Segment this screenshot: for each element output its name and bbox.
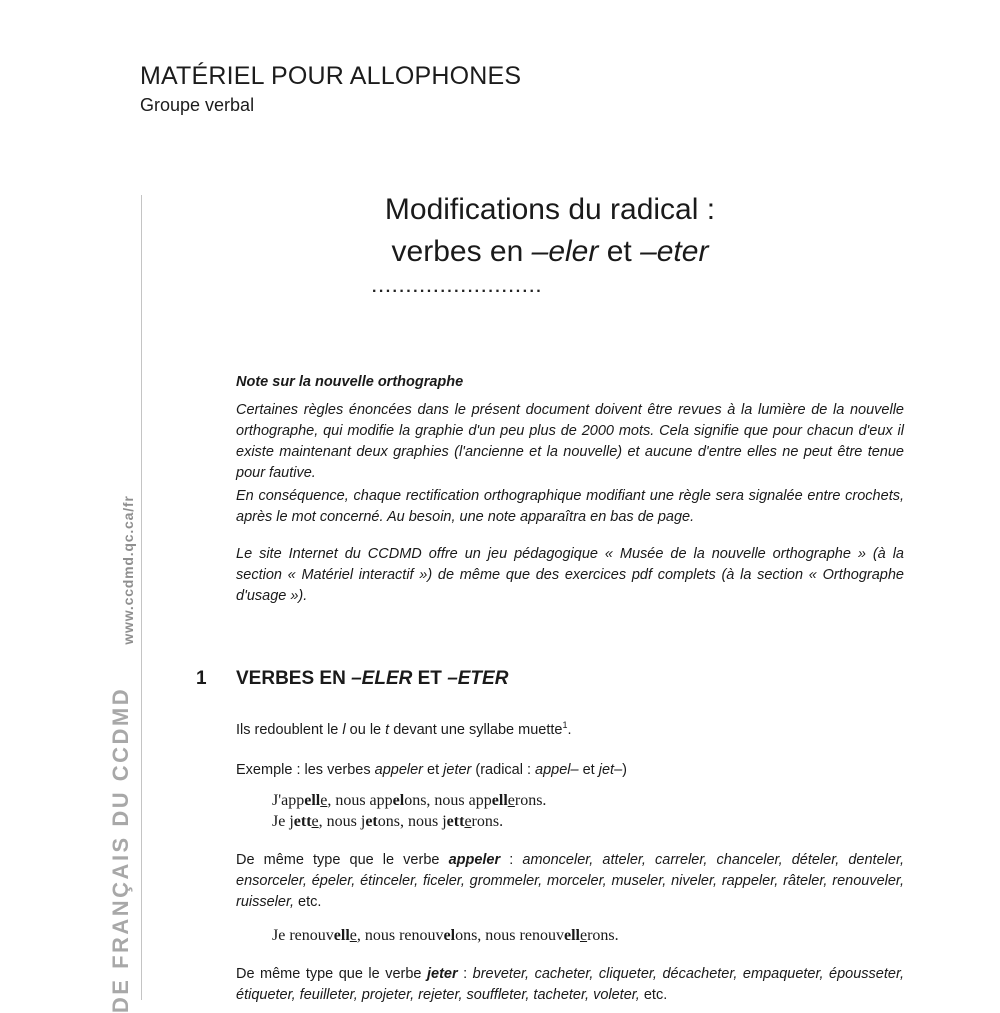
rule-text: [236, 715, 904, 741]
para-text: etc.: [639, 987, 668, 1003]
section-title-text: VERBES EN: [236, 668, 352, 689]
conj-part: rons.: [587, 927, 619, 944]
example-radical-jet: jet–: [598, 762, 623, 778]
note-paragraph-1: Certaines règles énoncées dans le présent document doivent être revues à la lumière de la nouvelle orthographe, qui modifie la graphie d'un peu plus de 2000 mots. Cela signifie que pour chacun d'eux il existe maintenant deux graphies (l'ancienne et la nouvelle) et aucune d'entre elles ne peut être tenue pour fautive.: [236, 402, 904, 481]
header-title: MATÉRIEL POUR ALLOPHONES: [140, 62, 522, 90]
header-subtitle: Groupe verbal: [140, 95, 255, 115]
jeter-verb-list: breveter, cacheter, cliqueter, décacheter, empaqueter, épousseter, étiqueter, feuilleter, projeter, rejeter, souffleter, tacheter, voleter,: [236, 966, 905, 1003]
conj-part: Je j: [272, 813, 294, 830]
conj-bold: el: [443, 927, 456, 944]
rule-letter-l: l: [342, 721, 346, 738]
sidebar-url: www.ccdmd.qc.ca/fr: [120, 495, 136, 645]
para-text: :: [457, 966, 473, 982]
note-heading: Note sur la nouvelle orthographe: [236, 374, 464, 390]
conj-mute-e: e: [579, 927, 588, 944]
rule-part: .: [567, 721, 572, 738]
rule-part: devant une syllabe muette: [389, 721, 563, 738]
conj-part: ons, nous renouv: [455, 927, 564, 944]
section-title-eler: –ELER: [351, 668, 413, 689]
example-text: ): [622, 762, 627, 778]
appeler-type-paragraph: [236, 850, 904, 913]
para-verb-text: appeler: [448, 852, 501, 868]
section-title-and: ET: [412, 668, 448, 689]
conj-part: , nous j: [318, 813, 366, 830]
section-number: 1: [196, 668, 207, 689]
document-title-line-1: Modifications du radical :: [384, 193, 716, 226]
appeler-verb-list: amonceler, atteler, carreler, chanceler, dételer, denteler, ensorceler, épeler, étinceler, ficeler, grommeler, morceler, museler, niveler, rappeler, râteler, renouveler, ruisseler,: [236, 852, 904, 910]
para-verb-appeler: [449, 852, 501, 868]
conj-part: rons.: [471, 813, 504, 830]
title-eler: –eler: [531, 235, 599, 268]
title-eter: –eter: [640, 235, 709, 268]
para-text: De même type que le verbe: [236, 966, 427, 982]
example-text: et: [423, 762, 444, 778]
rule-part: ou le: [345, 721, 386, 738]
note-paragraph-2: En conséquence, chaque rectification orthographique modifiant une règle sera signalée entre crochets, après le mot concerné. Au besoin, une note apparaîtra en bas de page.: [236, 488, 904, 525]
rule-letter-t: t: [385, 721, 390, 738]
conj-mute-e: e: [320, 792, 328, 809]
sidebar-brand: DE FRANÇAIS DU CCDMD: [108, 686, 133, 1013]
example-radical-appel: appel–: [535, 762, 579, 778]
title-dotted-rule: .........................: [372, 279, 544, 296]
example-verb-jeter: jeter: [443, 762, 472, 778]
para-verb-text: jeter: [426, 966, 458, 982]
conj-part: rons.: [514, 792, 547, 809]
conj-part: , nous app: [327, 792, 393, 809]
conj-bold: ett: [446, 813, 465, 830]
conjugation-jeter: [272, 811, 503, 833]
conj-part: ons, nous app: [404, 792, 492, 809]
document-title-line-2: [230, 235, 870, 269]
title-and: et: [598, 235, 641, 268]
rule-part: Ils redoublent le: [236, 721, 343, 738]
section-title-eter: –ETER: [447, 668, 509, 689]
conj-mute-e: e: [464, 813, 472, 830]
conj-bold: ell: [491, 792, 508, 809]
conj-bold: ell: [304, 792, 321, 809]
example-text: Exemple : les verbes: [236, 762, 375, 778]
para-text: De même type que le verbe: [236, 852, 449, 868]
conj-part: Je renouv: [272, 927, 334, 944]
note-paragraph-3: Le site Internet du CCDMD offre un jeu pédagogique « Musée de la nouvelle orthographe » (à la section « Matériel interactif ») de même que des exercices pdf complets (à la section « Orthographe d'usage »).: [236, 546, 904, 604]
example-text: et: [578, 762, 599, 778]
conj-mute-e: e: [349, 927, 357, 944]
footnote-marker: 1: [562, 720, 568, 730]
conjugation-renouveler: [272, 925, 619, 947]
conj-part: ons, nous j: [377, 813, 447, 830]
conj-mute-e: e: [311, 813, 319, 830]
example-text: (radical :: [471, 762, 536, 778]
conj-bold: ett: [293, 813, 312, 830]
conj-bold: ell: [333, 927, 350, 944]
conj-part: J'app: [272, 792, 305, 809]
para-verb-jeter: [427, 966, 458, 982]
para-text: :: [500, 852, 523, 868]
para-text: etc.: [294, 894, 322, 910]
title-text: verbes en: [391, 235, 532, 268]
example-verb-appeler: appeler: [374, 762, 423, 778]
conj-bold: et: [365, 813, 378, 830]
conj-part: , nous renouv: [356, 927, 444, 944]
sidebar-rule: [141, 195, 142, 1000]
conj-bold: el: [392, 792, 405, 809]
section-title: [236, 668, 508, 690]
conj-bold: ell: [563, 927, 580, 944]
conjugation-appeler: [272, 790, 546, 812]
example-label: [236, 760, 904, 781]
conj-mute-e: e: [507, 792, 515, 809]
